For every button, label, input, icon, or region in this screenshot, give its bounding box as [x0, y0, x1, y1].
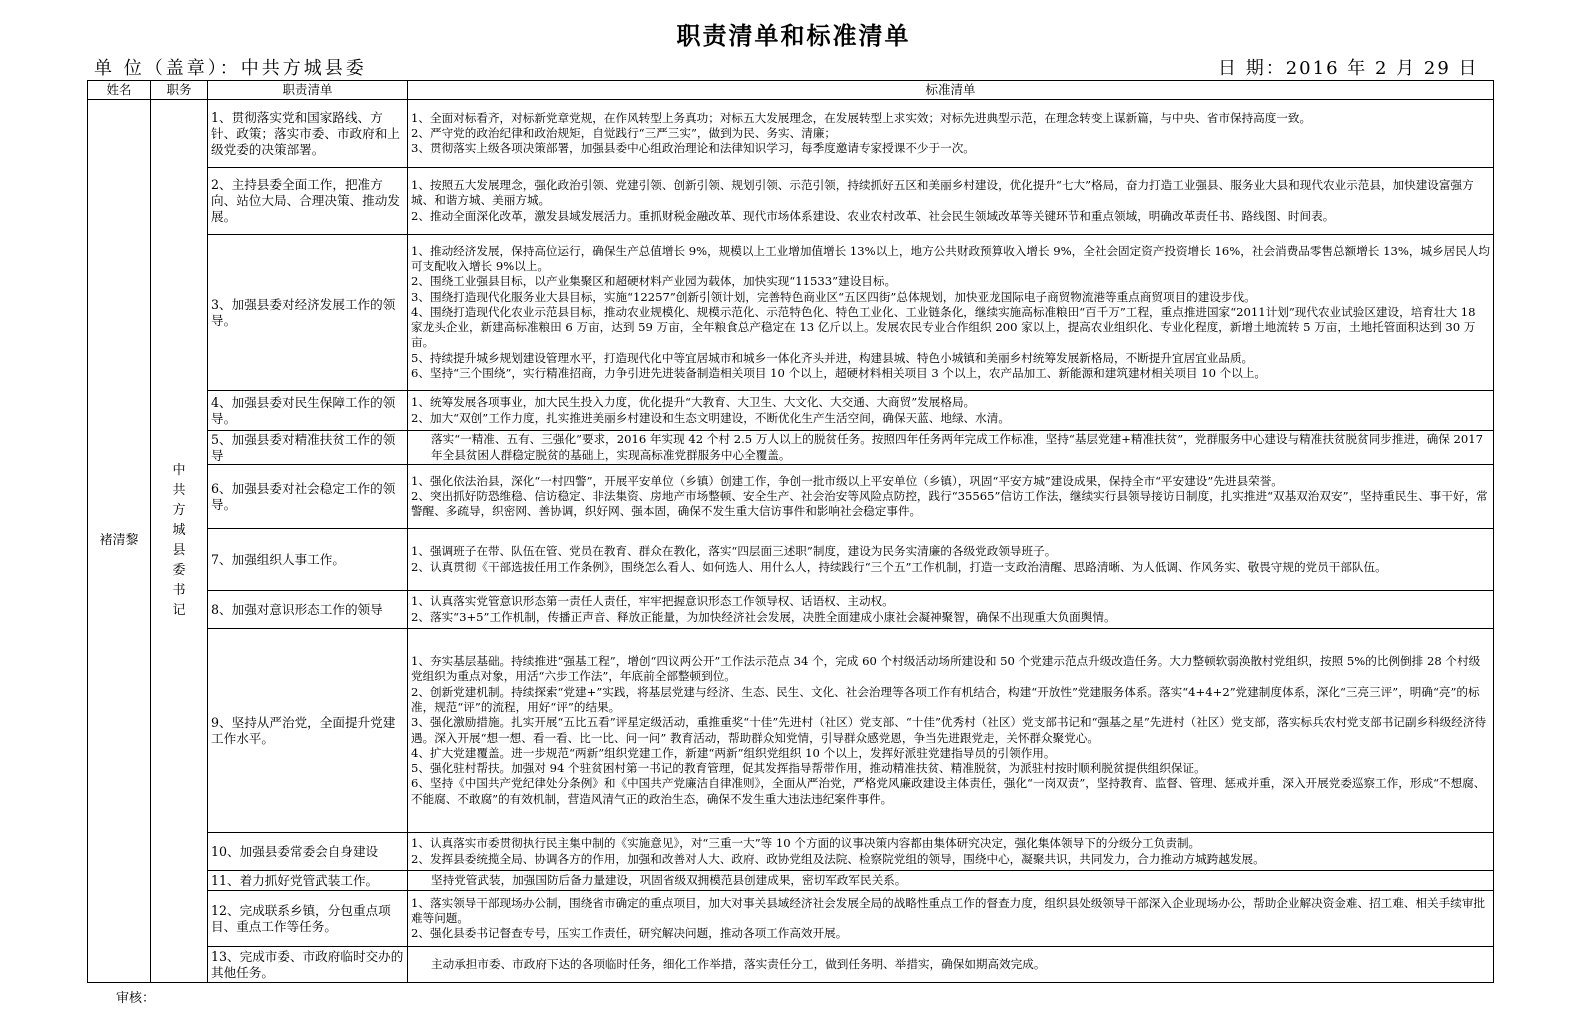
standard-item: 1、全面对标看齐，对标新党章党规，在作风转型上务真功；对标五大发展理念，在发展转型上求实效；对标先进典型示范，在理念转变上谋新篇，与中央、省市保持高度一致。: [411, 110, 1312, 125]
standard-item: 1、强调班子在带、队伍在管、党员在教育、群众在教化，落实“四层面三述职”制度，建设为民务实清廉的各级党政领导班子。: [411, 544, 1057, 559]
table-row: [88, 833, 1494, 871]
duty-cell: 12、完成联系乡镇，分包重点项目、重点工作等任务。: [208, 891, 408, 947]
standard-item: 2、强化县委书记督查专号，压实工作责任，研究解决问题，推动各项工作高效开展。: [411, 926, 848, 941]
duty-cell: 9、坚持从严治党，全面提升党建工作水平。: [208, 629, 408, 833]
standard-item: 1、落实领导干部现场办公制，围绕省市确定的重点项目，加大对事关县域经济社会发展全局的战略性重点工作的督查力度，组织县处级领导干部深入企业现场办公，帮助企业解决资金难、招工难、相关手续审批难等问题。: [411, 895, 1486, 925]
duty-cell: 5、加强县委对精准扶贫工作的领导: [208, 431, 408, 465]
header-standard: 标准清单: [408, 81, 1494, 100]
standard-item: 2、严守党的政治纪律和政治规矩，自觉践行“三严三实”，做到为民、务实、清廉；: [411, 125, 837, 140]
standard-item: 2、创新党建机制。持续探索“党建+”实践，将基层党建与经济、生态、民生、文化、社会治理等各项工作有机结合，构建“开放性”党建服务体系。落实“4+4+2”党建制度体系，深化“三亮三评”，明确“亮”的标准，规范“评”的流程，用好“评”的结果。: [411, 684, 1480, 714]
standard-cell: [408, 235, 1494, 391]
table-row: [88, 529, 1494, 591]
standard-item: 4、围绕打造现代化农业示范县目标，推动农业规模化、规模示范化、示范特色化、特色工业化、工业链条化，继续实施高标准粮田“百千万”工程，重点推进国家“2011计划”现代农业试验区建设，培育壮大 18 家龙头企业，新建高标准粮田 6 万亩，达到 59 万亩，全年粮食总产稳定在 13 亿斤以上。发展农民专业合作组织 200 家以上，提高农业组织化、专业化程度，新增土地流转 5 万亩，土地托管面积达到 30 万亩。: [411, 304, 1476, 350]
person-name: 褚清黎: [88, 100, 151, 983]
date-label: 日 期：2016 年 2 月 29 日: [1218, 58, 1479, 79]
standard-cell: [408, 431, 1494, 465]
standard-cell: [408, 629, 1494, 833]
document-title: 职责清单和标准清单: [676, 22, 911, 50]
standard-item: 1、夯实基层基础。持续推进“强基工程”，增创“四议两公开”工作法示范点 34 个，完成 60 个村级活动场所建设和 50 个党建示范点升级改造任务。大力整顿软弱涣散村党组织，按照 5%的比例倒排 28 个村级党组织为重点对象，用活“六步工作法”，年底前全部整顿到位。: [411, 654, 1481, 684]
table-row: [88, 947, 1494, 983]
duty-cell: 2、主持县委全面工作，把准方向、站位大局、合理决策、推动发展。: [208, 168, 408, 235]
standard-item: 1、强化依法治县，深化“一村四警”，开展平安单位（乡镇）创建工作，争创一批市级以上平安单位（乡镇），巩固“平安方城”建设成果，保持全市“平安建设”先进县荣誉。: [411, 473, 1283, 488]
table-row: [88, 235, 1494, 391]
standard-item: 6、坚持《中国共产党纪律处分条例》和《中国共产党廉洁自律准则》，全面从严治党，严格党风廉政建设主体责任，强化“一岗双责”，坚持教育、监督、管理、惩戒并重，深入开展党委巡察工作，形成“不想腐、不能腐、不敢腐”的有效机制，营造风清气正的政治生态，确保不发生重大违法违纪案件事件。: [411, 776, 1486, 806]
duty-cell: 8、加强对意识形态工作的领导: [208, 591, 408, 629]
standard-cell: [408, 100, 1494, 168]
duty-cell: 4、加强县委对民生保障工作的领导。: [208, 391, 408, 431]
table-row: [88, 891, 1494, 947]
header-duty: 职责清单: [208, 81, 408, 100]
post-char: 书: [172, 583, 186, 598]
standard-item: 2、围绕工业强县目标，以产业集聚区和超硬材料产业园为载体，加快实现“11533”建设目标。: [411, 274, 897, 289]
standard-cell: [408, 529, 1494, 591]
table-header-row: [88, 81, 1494, 100]
standard-item: 主动承担市委、市政府下达的各项临时任务，细化工作举措，落实责任分工，做到任务明、举措实，确保如期高效完成。: [431, 956, 1046, 971]
standard-item: 1、认真落实党管意识形态第一责任人责任，牢牢把握意识形态工作领导权、话语权、主动权。: [411, 594, 894, 609]
standard-item: 3、强化激励措施。扎实开展“五比五看”评星定级活动，重推重奖“十佳”先进村（社区）党支部、“十佳”优秀村（社区）党支部书记和“强基之星”先进村（社区）党支部，落实标兵农村党支部书记副乡科级经济待遇。深入开展“想一想、看一看、比一比、问一问” 教育活动，帮助群众知党情，引导群众感党恩，争当先进跟党走，关怀群众聚党心。: [411, 715, 1487, 745]
header-name: 姓名: [88, 81, 151, 100]
post-char: 共: [172, 483, 186, 498]
post-char: 中: [172, 463, 186, 478]
standard-item: 4、扩大党建覆盖。进一步规范“两新”组织党建工作，新建“两新”组织党组织 10 个以上，发挥好派驻党建指导员的引领作用。: [411, 745, 1056, 760]
standard-item: 2、认真贯彻《干部选拔任用工作条例》，围绕怎么看人、如何选人、用什么人，持续践行“三个五”工作机制，打造一支政治清醒、思路清晰、为人低调、作风务实、敬畏守规的党员干部队伍。: [411, 559, 1387, 574]
standard-cell: [408, 465, 1494, 529]
standard-item: 1、认真落实市委贯彻执行民主集中制的《实施意见》，对“三重一大”等 10 个方面的议事决策内容都由集体研究决定，强化集体领导下的分级分工负责制。: [411, 836, 1201, 851]
duty-cell: 1、贯彻落实党和国家路线、方针、政策；落实市委、市政府和上级党委的决策部署。: [208, 100, 408, 168]
standard-item: 2、发挥县委统揽全局、协调各方的作用，加强和改善对人大、政府、政协党组及法院、检察院党组的领导，围绕中心，凝聚共识，共同发力，合力推动方城跨越发展。: [411, 851, 1265, 866]
duty-cell: 6、加强县委对社会稳定工作的领导。: [208, 465, 408, 529]
table-row: [88, 100, 1494, 168]
standard-item: 1、按照五大发展理念，强化政治引领、党建引领、创新引领、规划引领、示范引领，持续抓好五区和美丽乡村建设，优化提升“七大”格局，奋力打造工业强县、服务业大县和现代农业示范县，加快建设富强方城、和谐方城、美丽方城。: [411, 178, 1474, 208]
post-char: 县: [172, 543, 186, 558]
duty-cell: 3、加强县委对经济发展工作的领导。: [208, 235, 408, 391]
duty-cell: 10、加强县委常委会自身建设: [208, 833, 408, 871]
standard-cell: [408, 391, 1494, 431]
standard-item: 2、落实“3+5”工作机制，传播正声音、释放正能量，为加快经济社会发展，决胜全面建成小康社会凝神聚智，确保不出现重大负面舆情。: [411, 609, 1116, 624]
standard-item: 3、贯彻落实上级各项决策部署，加强县委中心组政治理论和法律知识学习，每季度邀请专家授课不少于一次。: [411, 141, 975, 156]
post-char: 记: [172, 603, 186, 618]
duty-cell: 13、完成市委、市政府临时交办的其他任务。: [208, 947, 408, 983]
post-char: 城: [172, 523, 186, 538]
standard-cell: [408, 891, 1494, 947]
standard-item: 6、坚持“三个围绕”，实行精准招商，力争引进先进装备制造相关项目 10 个以上，超硬材料相关项目 3 个以上，农产品加工、新能源和建筑建材相关项目 10 个以上。: [411, 366, 1267, 381]
header-post: 职务: [151, 81, 208, 100]
standard-cell: [408, 947, 1494, 983]
standard-cell: [408, 833, 1494, 871]
standard-cell: [408, 871, 1494, 891]
table-row: [88, 871, 1494, 891]
unit-label: 单 位（盖章）：中共方城县委: [94, 58, 367, 79]
audit-label: 审核：: [116, 991, 156, 1006]
standard-item: 2、加大“双创”工作力度，扎实推进美丽乡村建设和生态文明建设，不断优化生产生活空间，确保天蓝、地绿、水清。: [411, 410, 1010, 425]
person-post: [151, 100, 208, 983]
table-row: [88, 168, 1494, 235]
standard-cell: [408, 168, 1494, 235]
standard-item: 2、突出抓好防恐维稳、信访稳定、非法集资、房地产市场整顿、安全生产、社会治安等风险点防控，践行“35565”信访工作法，继续实行县领导接访日制度，扎实推进“双基双治双安”，坚持重民生、事干好，常警醒、多疏导，织密网、善协调，织好网、强本固，确保不发生重大信访事件和影响社会稳定事件。: [411, 488, 1488, 519]
standard-item: 2、推动全面深化改革，激发县域发展活力。重抓财税金融改革、现代市场体系建设、农业农村改革、社会民生领域改革等关键环节和重点领域，明确改革责任书、路线图、时间表。: [411, 208, 1335, 223]
standard-item: 坚持党管武装，加强国防后备力量建设，巩固省级双拥模范县创建成果，密切军政军民关系。: [431, 872, 907, 887]
table-row: [88, 591, 1494, 629]
duty-cell: 7、加强组织人事工作。: [208, 529, 408, 591]
standard-item: 落实“一精准、五有、三强化”要求，2016 年实现 42 个村 2.5 万人以上的脱贫任务。按照四年任务两年完成工作标准，坚持“基层党建+精准扶贫”，党群服务中心建设与精准扶贫脱贫同步推进，确保 2017 年全县贫困人群稳定脱贫的基础上，实现高标准党群服务中心全覆盖。: [431, 432, 1484, 462]
post-char: 方: [172, 503, 186, 518]
duty-cell: 11、着力抓好党管武装工作。: [208, 871, 408, 891]
post-char: 委: [172, 563, 186, 578]
standard-item: 5、持续提升城乡规划建设管理水平，打造现代化中等宜居城市和城乡一体化齐头并进，构建县城、特色小城镇和美丽乡村统筹发展新格局，不断提升宜居宜业品质。: [411, 350, 1254, 365]
table-row: [88, 431, 1494, 465]
table-row: [88, 465, 1494, 529]
table-row: [88, 629, 1494, 833]
standard-cell: [408, 591, 1494, 629]
duty-standard-table: [87, 80, 1494, 983]
standard-item: 5、强化驻村帮扶。加强对 94 个驻贫困村第一书记的教育管理，促其发挥指导帮带作用，推动精准扶贫、精准脱贫，为派驻村按时顺利脱贫提供组织保证。: [411, 761, 1206, 776]
standard-item: 3、围绕打造现代化服务业大县目标，实施“12257”创新引领计划，完善特色商业区“五区四街”总体规划，加快亚龙国际电子商贸物流港等重点商贸项目的建设步伐。: [411, 289, 1256, 304]
standard-item: 1、统筹发展各项事业，加大民生投入力度，优化提升“大教育、大卫生、大文化、大交通、大商贸”发展格局。: [411, 395, 976, 410]
standard-item: 1、推动经济发展，保持高位运行，确保生产总值增长 9%，规模以上工业增加值增长 13%以上，地方公共财政预算收入增长 9%，全社会固定资产投资增长 16%，社会消费品零售总额增长 13%，城乡居民人均可支配收入增长 9%以上。: [411, 243, 1490, 273]
table-row: [88, 391, 1494, 431]
